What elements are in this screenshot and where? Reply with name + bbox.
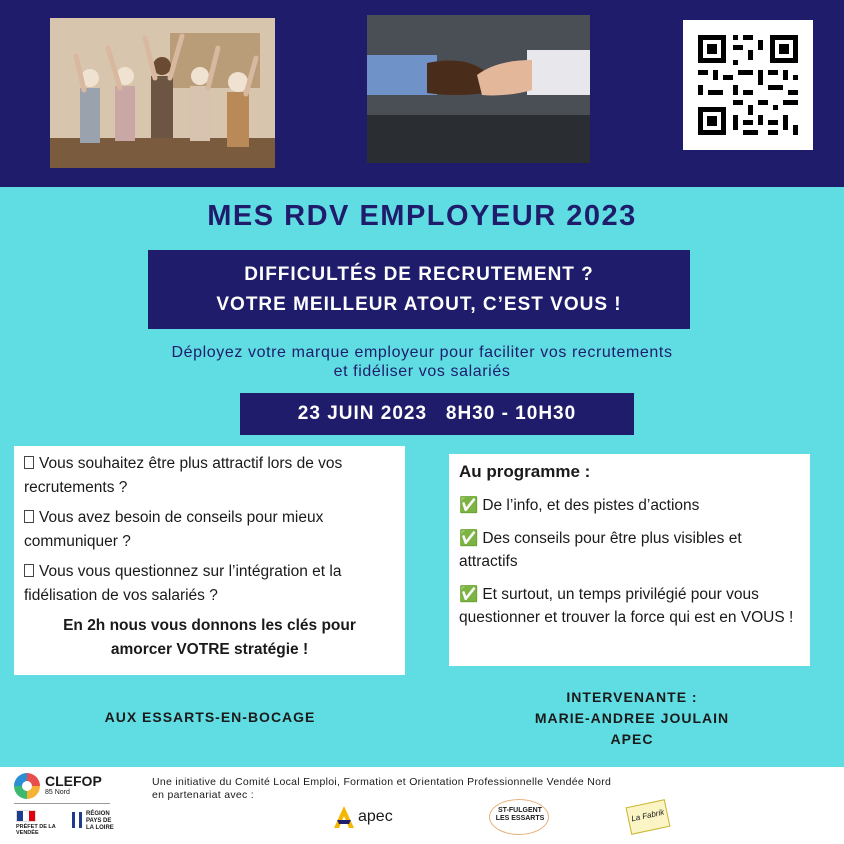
fabrik-logo-text: La Fabrik bbox=[630, 807, 665, 824]
qr-code[interactable] bbox=[683, 20, 813, 150]
programme-item: ✅ De l’info, et des pistes d’actions bbox=[459, 497, 700, 514]
event-date: 23 JUIN 2023 8H30 - 10H30 bbox=[240, 393, 634, 435]
handshake-photo bbox=[367, 15, 590, 163]
team-celebrating-photo bbox=[50, 18, 275, 168]
speaker-org: APEC bbox=[610, 731, 654, 747]
question-item: Vous souhaitez être plus attractif lors de vos recrutements ? bbox=[24, 455, 343, 496]
french-flag-icon bbox=[16, 810, 36, 822]
questions-card bbox=[14, 446, 405, 675]
clefop-subtitle: 85 Nord bbox=[45, 789, 70, 796]
region-logo-icon bbox=[72, 812, 82, 828]
speaker-name: MARIE-ANDREE JOULAIN bbox=[534, 710, 730, 726]
question-item: Vous avez besoin de conseils pour mieux communiquer ? bbox=[24, 509, 324, 550]
clefop-name: CLEFOP bbox=[45, 773, 102, 789]
footer bbox=[0, 767, 844, 844]
event-title: MES RDV EMPLOYEUR 2023 bbox=[207, 200, 637, 232]
speaker-label: INTERVENANTE : bbox=[566, 689, 698, 705]
speaker-block bbox=[420, 687, 844, 750]
checkbox-icon bbox=[24, 510, 34, 523]
footer-divider bbox=[14, 803, 110, 804]
stfulgent-logo-text: ST-FULGENT LES ESSARTS bbox=[495, 807, 545, 822]
subtitle-line-2: VOTRE MEILLEUR ATOUT, C’EST VOUS ! bbox=[216, 294, 622, 315]
tagline-line-1: Déployez votre marque employeur pour faciliter vos recrutements bbox=[171, 344, 673, 361]
check-icon: ✅ bbox=[459, 530, 479, 547]
question-item: Vous vous questionnez sur l’intégration et la fidélisation de vos salariés ? bbox=[24, 563, 342, 604]
keys-statement: En 2h nous vous donnons les clés pour amorcer VOTRE stratégie ! bbox=[63, 617, 356, 658]
event-location: AUX ESSARTS-EN-BOCAGE bbox=[104, 709, 316, 725]
tagline-line-2: et fidéliser vos salariés bbox=[333, 363, 511, 380]
clefop-logo-icon bbox=[14, 773, 40, 799]
region-logo-text: RÉGION PAYS DE LA LOIRE bbox=[86, 811, 114, 831]
apec-logo-text: apec bbox=[358, 808, 393, 825]
programme-title: Au programme : bbox=[459, 462, 591, 481]
check-icon: ✅ bbox=[459, 586, 479, 603]
programme-item: ✅ Et surtout, un temps privilégié pour vous questionner et trouver la force qui est en VOUS ! bbox=[459, 586, 794, 626]
checkbox-icon bbox=[24, 456, 34, 469]
subtitle-banner bbox=[148, 250, 690, 329]
initiative-text: Une initiative du Comité Local Emploi, Formation et Orientation Professionnelle Vendée Nord en partenariat avec : bbox=[152, 776, 612, 801]
prefet-logo-text: PRÉFET DE LA VENDÉE bbox=[16, 824, 56, 836]
check-icon: ✅ bbox=[459, 497, 479, 514]
tagline bbox=[0, 343, 844, 381]
programme-item: ✅ Des conseils pour être plus visibles et attractifs bbox=[459, 530, 742, 570]
checkbox-icon bbox=[24, 564, 34, 577]
apec-logo-icon bbox=[333, 805, 355, 829]
programme-card bbox=[449, 454, 810, 666]
subtitle-line-1: DIFFICULTÉS DE RECRUTEMENT ? bbox=[244, 264, 594, 285]
